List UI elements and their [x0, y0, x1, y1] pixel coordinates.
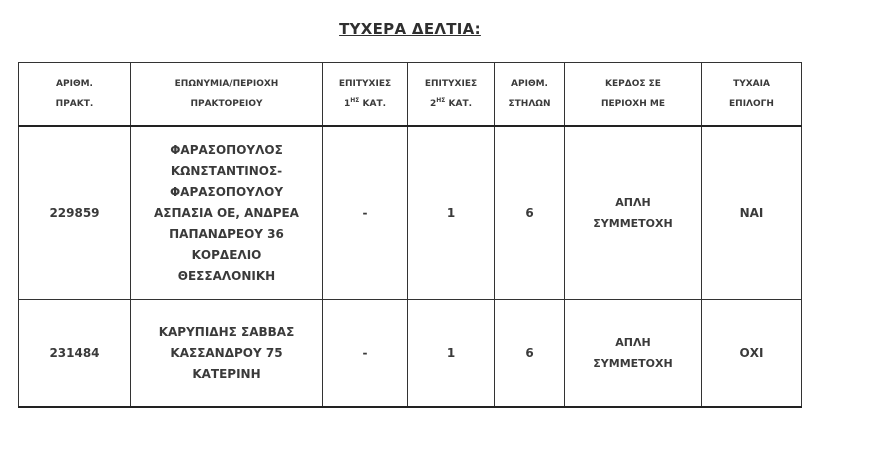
header-profit-area: ΚΕΡΔΟΣ ΣΕ ΠΕΡΙΟΧΗ ΜΕ	[565, 63, 702, 127]
profit-area-cell: ΑΠΛΗ ΣΥΜΜΕΤΟΧΗ	[565, 300, 702, 408]
agency-name-cell: ΦΑΡΑΣΟΠΟΥΛΟΣ ΚΩΝΣΤΑΝΤΙΝΟΣ- ΦΑΡΑΣΟΠΟΥΛΟΥ ΑΣΠΑΣΙΑ ΟΕ, ΑΝΔΡΕΑ ΠΑΠΑΝΔΡΕΟΥ 36 ΚΟΡΔΕΛΙΟ ΘΕΣΣΑΛΟΝΙΚΗ	[131, 126, 323, 300]
table-row	[19, 126, 802, 300]
wins-1st-cell: -	[323, 300, 408, 408]
header-random-pick: ΤΥΧΑΙΑ ΕΠΙΛΟΓΗ	[702, 63, 802, 127]
agency-number-cell: 229859	[19, 126, 131, 300]
table-row	[19, 300, 802, 408]
random-pick-cell: ΝΑΙ	[702, 126, 802, 300]
table-header-row	[19, 63, 802, 127]
wins-1st-cell: -	[323, 126, 408, 300]
header-agency-name-area: ΕΠΩΝΥΜΙΑ/ΠΕΡΙΟΧΗ ΠΡΑΚΤΟΡΕΙΟΥ	[131, 63, 323, 127]
header-agency-number: ΑΡΙΘΜ. ΠΡΑΚΤ.	[19, 63, 131, 127]
wins-2nd-cell: 1	[408, 300, 495, 408]
columns-count-cell: 6	[495, 300, 565, 408]
profit-area-cell: ΑΠΛΗ ΣΥΜΜΕΤΟΧΗ	[565, 126, 702, 300]
columns-count-cell: 6	[495, 126, 565, 300]
page-title: ΤΥΧΕΡΑ ΔΕΛΤΙΑ:	[339, 20, 481, 38]
header-columns-count: ΑΡΙΘΜ. ΣΤΗΛΩΝ	[495, 63, 565, 127]
header-wins-2nd-category: ΕΠΙΤΥΧΙΕΣ $2^{H\Sigma}$ ΚΑΤ.	[408, 63, 495, 127]
header-wins-1st-category: ΕΠΙΤΥΧΙΕΣ $1^{H\Sigma}$ ΚΑΤ.	[323, 63, 408, 127]
winning-tickets-table	[18, 62, 802, 408]
agency-number-cell: 231484	[19, 300, 131, 408]
agency-name-cell: ΚΑΡΥΠΙΔΗΣ ΣΑΒΒΑΣ ΚΑΣΣΑΝΔΡΟΥ 75 ΚΑΤΕΡΙΝΗ	[131, 300, 323, 408]
random-pick-cell: ΟΧΙ	[702, 300, 802, 408]
wins-2nd-cell: 1	[408, 126, 495, 300]
